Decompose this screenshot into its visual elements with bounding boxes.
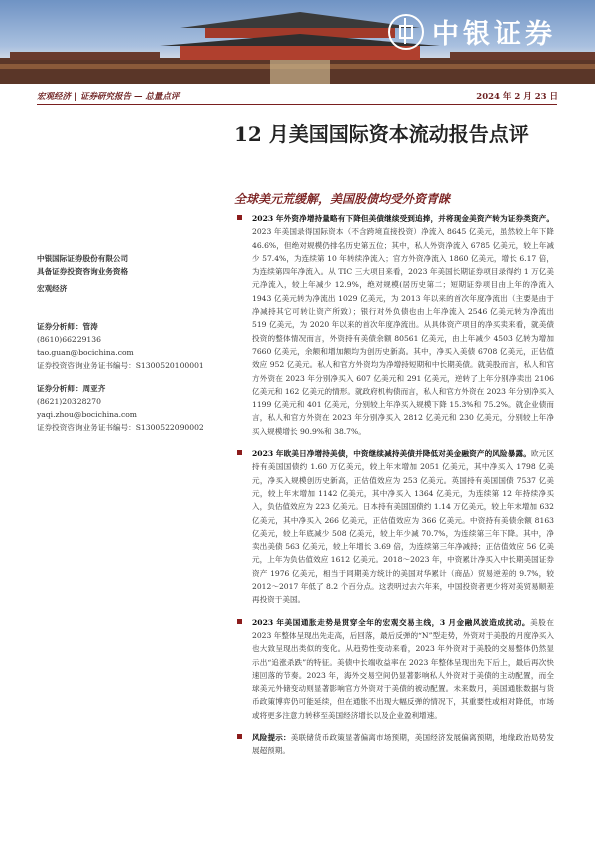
company-name: 中银国际证券股份有限公司 <box>37 254 129 263</box>
summary-point: 2023 年美国通胀走势是贯穿全年的宏观交易主线，3 月金融风波造成扰动。美股在 2023 年整体呈现出先走高，后回落，最后反弹的“N”型走势，外资对于美股的月度净买入也大致呈现出类似的变化。从趋势性变动来看，2023 年外资对于美股的交易整体仍然显示出“追涨杀跌”的特征。美债中长端收益率在 2023 年整体呈现出先下后上，最后再次快速回落的节奏。2023 年，海外交易空间仍显著影响私人外资对于美债的主动配置，而全球美元外储变动则显著影响官方外资对于美债的被动配置。未来数月，美国通胀数据与货币政策博弈仍可能延续，但在通胀不出现大幅反弹的情况下，其重要性或相对降低，市场或将更多注意力转移至美国经济增长以及企业盈利增速。 <box>232 616 554 722</box>
report-header <box>25 84 570 104</box>
company-block <box>37 252 222 295</box>
risk-warning: 风险提示：美联储货币政策显著偏离市场预期，美国经济发展偏离预期，地缘政治局势发展超预期。 <box>232 731 554 758</box>
analyst-2 <box>37 382 222 434</box>
company-qualification: 具备证券投资咨询业务资格 <box>37 267 129 276</box>
analyst-2-cert: 证券投资咨询业务证书编号：S1300522090002 <box>37 423 204 432</box>
analyst-1-phone: (8610)66229136 <box>37 335 101 344</box>
summary-point: 2023 年欧美日净增持美债，中资继续减持美债并降低对美金融资产的风险暴露。欧元区持有美国国债约 1.60 万亿美元，较上年末增加 2051 亿美元，其中净买入 1798 亿美元，净买入规模创历史新高，正估值效应为 253 亿美元。英国持有美国国债 7537 亿美元，较上年末增加 1142 亿美元，其中净买入 1364 亿美元，为连续第 12 年持续净买入，负估值效应为 223 亿美元。日本持有美国国债约 1.14 万亿美元，较上年末增加 632 亿美元，其中净买入 266 亿美元，正估值效应为 366 亿美元。中资持有美债余额 8163 亿美元，较上年底减少 508 亿美元，较上年少减 70.7%，为连续第三年下降。其中，净卖出美债 563 亿美元，较上年增长 3.69 倍，为连续第三年净减持；正估值效应 56 亿美元，上年为负估值效应 1612 亿美元。2018～2023 年，中资累计净买入中长期美国证券资产 1976 亿美元，相当于同期美方统计的美国对华累计（商品）贸易逆差的 9.7%，较 2012～2017 年低了 8.2 个百分点。这表明过去六年来，中国投资者更少将对美贸易顺差再投资于美国。 <box>232 447 554 607</box>
summary-body <box>232 212 554 767</box>
brand-logo <box>388 12 556 51</box>
analyst-2-phone: (8621)20328270 <box>37 397 101 406</box>
analyst-1-name: 证券分析师：管涛 <box>37 322 98 331</box>
report-category: 宏观经济 | 证券研究报告 — 总量点评 <box>37 92 180 102</box>
analyst-1 <box>37 320 222 372</box>
report-topic: 宏观经济 <box>37 284 68 293</box>
page-title: 12 月美国国际资本流动报告点评 <box>234 122 529 146</box>
analyst-2-name: 证券分析师：周亚齐 <box>37 384 106 393</box>
boc-logo-icon <box>388 14 424 50</box>
page-subtitle: 全球美元荒缓解，美国股债均受外资青睐 <box>234 192 451 206</box>
analyst-1-cert: 证券投资咨询业务证书编号：S1300520100001 <box>37 361 204 370</box>
analyst-2-email[interactable]: yaqi.zhou@bocichina.com <box>37 410 138 419</box>
analyst-1-email[interactable]: tao.guan@bocichina.com <box>37 348 134 357</box>
brand-name: 中银证券 <box>432 19 556 50</box>
header-rule <box>37 104 557 105</box>
report-date: 2024 年 2 月 23 日 <box>476 92 558 102</box>
summary-point: 2023 年外资净增持量略有下降但美债继续受到追捧，并将现金美资产转为证券类资产。2023 年美国录得国际资本（不含跨境直接投资）净流入 8645 亿美元，虽然较上年下降 46.6%，但绝对规模仍排名历史第五位；其中，私人外资净流入 6785 亿美元，较上年减少 57.4%，为连续第 10 年转续净流入；官方外资净流入 1860 亿美元，增长 6.17 倍，为连续第四年净流入。从 TIC 三大项目来看，2023 年美国长期证券项目录得约 1 万亿美元净流入，较上年减少 12.9%，绝对规模(居历史第二；短期证券项目由上年的净流入 1943 亿美元转为净流出 1029 亿美元，为 2013 年以来的首次年度净流出（主要是由于净减持其它可转让资产所致）；银行对外负债也由上年净流入 2546 亿美元转为净流出 519 亿美元，为 2020 年以来的首次年度净流出。从具体资产项目的净买卖来看，就美债投资的整体情况而言，外资持有美债余额 80561 亿美元，由上年减少 4503 亿转为增加 7660 亿美元，余额和增加额均为创历史新高。其中，净买入美债 6708 亿美元，正估值效应 952 亿美元。私人和官方外资均为净增持短期和中长期美债。就美股而言，私人和官方外资在 2023 年分别净买入 607 亿美元和 291 亿美元，逆转了上年分别净卖出 2106 亿美元和 162 亿美元的情形。就政府机构债而言，私人和官方外资在 2023 年分别净买入 1199 亿美元和 401 亿美元，分别较上年净买入规模下降 15.3%和 75.2%。就企业债而言，私人和官方外资在 2023 年分别净买入 2812 亿美元和 230 亿美元，分别较上年净买入规模增长 90.9%和 38.7%。 <box>232 212 554 438</box>
hero-banner <box>0 0 595 84</box>
